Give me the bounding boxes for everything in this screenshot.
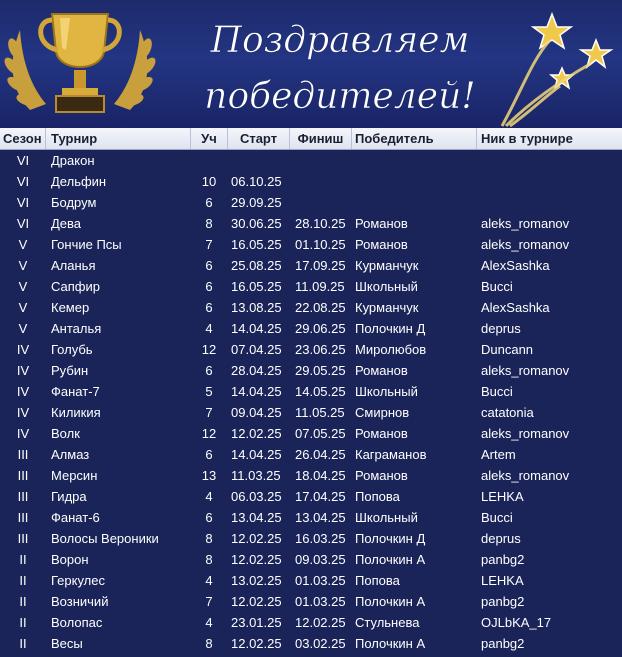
season-cell: III — [17, 510, 29, 525]
tournament-cell: Геркулес — [51, 573, 105, 588]
winner-cell — [355, 150, 477, 171]
table-row — [0, 234, 622, 255]
winner-cell: Миролюбов — [355, 342, 427, 357]
participants-cell: 13 — [201, 468, 217, 483]
nick-cell: aleks_romanov — [481, 363, 570, 378]
tournament-cell: Мерсин — [51, 468, 98, 483]
finish-date-cell: 29.06.25 — [295, 321, 346, 336]
table-row — [0, 528, 622, 549]
nick-cell: aleks_romanov — [481, 237, 570, 252]
winners-table-body — [0, 150, 622, 654]
tournament-cell: Сапфир — [51, 279, 100, 294]
trophy-icon — [0, 0, 160, 128]
season-cell: II — [19, 594, 27, 609]
winner-cell: Полочкин А — [355, 594, 426, 609]
nick-cell — [481, 192, 621, 213]
winner-cell — [355, 171, 477, 192]
nick-cell: Bucci — [481, 384, 513, 399]
nick-cell: catatonia — [481, 405, 534, 420]
winner-cell: Курманчук — [355, 300, 419, 315]
winner-cell: Смирнов — [355, 405, 410, 420]
table-row — [0, 276, 622, 297]
participants-cell: 7 — [205, 237, 213, 252]
start-date-cell: 14.04.25 — [231, 447, 282, 462]
nick-cell — [481, 150, 621, 171]
winner-cell: Романов — [355, 216, 408, 231]
participants-cell: 7 — [205, 405, 213, 420]
stars-icon — [492, 0, 622, 128]
participants-cell: 12 — [201, 426, 217, 441]
winner-cell: Каграманов — [355, 447, 427, 462]
winner-cell: Романов — [355, 468, 408, 483]
nick-cell: aleks_romanov — [481, 216, 570, 231]
nick-cell: OJLbKA_17 — [481, 615, 552, 630]
table-row — [0, 318, 622, 339]
participants-cell: 5 — [205, 384, 213, 399]
winner-cell: Стульнева — [355, 615, 420, 630]
participants-cell: 7 — [205, 594, 213, 609]
table-row — [0, 339, 622, 360]
season-cell: II — [19, 573, 27, 588]
winner-cell: Школьный — [355, 510, 418, 525]
start-date-cell: 29.09.25 — [231, 195, 282, 210]
season-cell: II — [19, 636, 27, 651]
tournament-cell: Ворон — [51, 552, 89, 567]
season-cell: III — [17, 447, 29, 462]
banner-title-line2: победителей! — [204, 76, 476, 117]
tournament-cell: Дельфин — [51, 174, 107, 189]
table-row — [0, 213, 622, 234]
finish-date-cell: 11.05.25 — [295, 405, 345, 420]
winner-cell: Романов — [355, 237, 408, 252]
season-cell: III — [17, 468, 29, 483]
finish-date-cell — [295, 171, 353, 192]
nick-cell: deprus — [481, 531, 521, 546]
season-cell: V — [18, 258, 28, 273]
table-row — [0, 591, 622, 612]
start-date-cell: 06.03.25 — [231, 489, 282, 504]
start-date-cell: 30.06.25 — [231, 216, 282, 231]
season-cell: II — [19, 552, 27, 567]
nick-cell — [481, 171, 621, 192]
start-date-cell: 16.05.25 — [231, 237, 282, 252]
tournament-cell: Волопас — [51, 615, 103, 630]
tournament-cell: Бодрум — [51, 195, 97, 210]
winner-cell — [355, 192, 477, 213]
winner-cell: Попова — [355, 573, 400, 588]
nick-cell: aleks_romanov — [481, 426, 570, 441]
finish-date-cell: 12.02.25 — [295, 615, 346, 630]
finish-date-cell: 22.08.25 — [295, 300, 346, 315]
tournament-cell: Фанат-6 — [51, 510, 100, 525]
tournament-cell: Гончие Псы — [51, 237, 122, 252]
header-tournament[interactable]: Турнир — [46, 128, 191, 149]
nick-cell: Artem — [481, 447, 516, 462]
finish-date-cell — [295, 150, 353, 171]
nick-cell: deprus — [481, 321, 521, 336]
season-cell: V — [18, 237, 28, 252]
participants-cell — [192, 150, 226, 171]
winner-cell: Полочкин А — [355, 636, 426, 651]
participants-cell: 8 — [205, 636, 213, 651]
table-row — [0, 171, 622, 192]
participants-cell: 6 — [205, 300, 213, 315]
season-cell: VI — [16, 153, 30, 168]
season-cell: V — [18, 300, 28, 315]
season-cell: VI — [16, 216, 30, 231]
start-date-cell: 16.05.25 — [231, 279, 282, 294]
header-participants[interactable]: Уч — [191, 128, 228, 149]
tournament-cell: Волк — [51, 426, 80, 441]
table-row — [0, 465, 622, 486]
season-cell: IV — [16, 363, 30, 378]
tournament-cell: Кемер — [51, 300, 90, 315]
tournament-cell: Анталья — [51, 321, 102, 336]
table-row — [0, 255, 622, 276]
finish-date-cell: 01.10.25 — [295, 237, 346, 252]
finish-date-cell: 23.06.25 — [295, 342, 346, 357]
participants-cell: 6 — [205, 363, 213, 378]
participants-cell: 10 — [201, 174, 217, 189]
header-winner[interactable]: Победитель — [352, 128, 477, 149]
table-row — [0, 486, 622, 507]
tournament-cell: Киликия — [51, 405, 101, 420]
table-row — [0, 402, 622, 423]
table-row — [0, 507, 622, 528]
start-date-cell: 12.02.25 — [231, 594, 282, 609]
season-cell: IV — [16, 342, 30, 357]
participants-cell: 8 — [205, 531, 213, 546]
table-row — [0, 549, 622, 570]
tournament-cell: Голубь — [51, 342, 93, 357]
table-row — [0, 570, 622, 591]
start-date-cell: 11.03.25 — [231, 468, 281, 483]
winner-cell: Полочкин Д — [355, 321, 426, 336]
start-date-cell: 12.02.25 — [231, 552, 282, 567]
table-row — [0, 444, 622, 465]
nick-cell: aleks_romanov — [481, 468, 570, 483]
season-cell: III — [17, 489, 29, 504]
table-row — [0, 633, 622, 654]
tournament-cell: Аланья — [51, 258, 96, 273]
season-cell: VI — [16, 195, 30, 210]
finish-date-cell: 13.04.25 — [295, 510, 346, 525]
finish-date-cell: 17.09.25 — [295, 258, 346, 273]
finish-date-cell: 28.10.25 — [295, 216, 346, 231]
season-cell: IV — [16, 384, 30, 399]
participants-cell: 12 — [201, 342, 217, 357]
participants-cell: 4 — [205, 573, 213, 588]
header-finish[interactable]: Финиш — [290, 128, 352, 149]
finish-date-cell: 14.05.25 — [295, 384, 346, 399]
nick-cell: Bucci — [481, 279, 513, 294]
table-header — [0, 128, 622, 150]
start-date-cell: 13.08.25 — [231, 300, 282, 315]
nick-cell: Bucci — [481, 510, 513, 525]
nick-cell: Duncann — [481, 342, 534, 357]
start-date-cell: 06.10.25 — [231, 174, 282, 189]
nick-cell: LEHKA — [481, 489, 524, 504]
tournament-cell: Фанат-7 — [51, 384, 100, 399]
season-cell: VI — [16, 174, 30, 189]
participants-cell: 6 — [205, 258, 213, 273]
tournament-cell: Дева — [51, 216, 82, 231]
start-date-cell: 14.04.25 — [231, 384, 282, 399]
season-cell: V — [18, 321, 28, 336]
start-date-cell: 12.02.25 — [231, 636, 282, 651]
participants-cell: 6 — [205, 279, 213, 294]
winner-cell: Полочкин А — [355, 552, 426, 567]
nick-cell: panbg2 — [481, 552, 525, 567]
tournament-cell: Гидра — [51, 489, 87, 504]
finish-date-cell: 03.02.25 — [295, 636, 346, 651]
start-date-cell: 14.04.25 — [231, 321, 282, 336]
participants-cell: 4 — [205, 489, 213, 504]
tournament-cell: Алмаз — [51, 447, 90, 462]
header-start[interactable]: Старт — [228, 128, 290, 149]
start-date-cell: 09.04.25 — [231, 405, 282, 420]
winner-cell: Школьный — [355, 384, 418, 399]
nick-cell: LEHKA — [481, 573, 524, 588]
table-row — [0, 297, 622, 318]
participants-cell: 6 — [205, 510, 213, 525]
table-row — [0, 423, 622, 444]
nick-cell: AlexSashka — [481, 300, 550, 315]
finish-date-cell: 01.03.25 — [295, 573, 346, 588]
winner-cell: Школьный — [355, 279, 418, 294]
banner-title-line1: Поздравляем — [210, 20, 470, 61]
start-date-cell: 12.02.25 — [231, 531, 282, 546]
season-cell: IV — [16, 426, 30, 441]
nick-cell: panbg2 — [481, 594, 525, 609]
season-cell: III — [17, 531, 29, 546]
finish-date-cell: 11.09.25 — [295, 279, 345, 294]
start-date-cell: 07.04.25 — [231, 342, 282, 357]
tournament-cell: Весы — [51, 636, 83, 651]
nick-cell: AlexSashka — [481, 258, 550, 273]
finish-date-cell: 26.04.25 — [295, 447, 346, 462]
start-date-cell: 13.02.25 — [231, 573, 282, 588]
tournament-cell: Возничий — [51, 594, 109, 609]
table-row — [0, 612, 622, 633]
nick-cell: panbg2 — [481, 636, 525, 651]
participants-cell: 6 — [205, 447, 213, 462]
table-row — [0, 381, 622, 402]
start-date-cell: 23.01.25 — [231, 615, 282, 630]
start-date-cell — [231, 150, 289, 171]
season-cell: IV — [16, 405, 30, 420]
finish-date-cell: 29.05.25 — [295, 363, 346, 378]
participants-cell: 8 — [205, 552, 213, 567]
winner-cell: Романов — [355, 363, 408, 378]
finish-date-cell: 18.04.25 — [295, 468, 346, 483]
winner-cell: Полочкин Д — [355, 531, 426, 546]
banner-title — [180, 0, 500, 128]
tournament-cell: Волосы Вероники — [51, 531, 159, 546]
season-cell: II — [19, 615, 27, 630]
finish-date-cell: 01.03.25 — [295, 594, 346, 609]
finish-date-cell: 17.04.25 — [295, 489, 346, 504]
participants-cell: 8 — [205, 216, 213, 231]
participants-cell: 4 — [205, 615, 213, 630]
participants-cell: 4 — [205, 321, 213, 336]
header-season[interactable]: Сезон — [0, 128, 46, 149]
finish-date-cell — [295, 192, 353, 213]
start-date-cell: 12.02.25 — [231, 426, 282, 441]
winner-cell: Курманчук — [355, 258, 419, 273]
finish-date-cell: 07.05.25 — [295, 426, 346, 441]
table-row — [0, 192, 622, 213]
participants-cell: 6 — [205, 195, 213, 210]
start-date-cell: 25.08.25 — [231, 258, 282, 273]
table-row — [0, 150, 622, 171]
congrats-banner — [0, 0, 622, 128]
finish-date-cell: 09.03.25 — [295, 552, 346, 567]
season-cell: V — [18, 279, 28, 294]
start-date-cell: 13.04.25 — [231, 510, 282, 525]
header-nick[interactable]: Ник в турнире — [481, 131, 573, 146]
table-row — [0, 360, 622, 381]
winner-cell: Попова — [355, 489, 400, 504]
start-date-cell: 28.04.25 — [231, 363, 282, 378]
tournament-cell: Рубин — [51, 363, 89, 378]
winner-cell: Романов — [355, 426, 408, 441]
finish-date-cell: 16.03.25 — [295, 531, 346, 546]
tournament-cell: Дракон — [51, 153, 95, 168]
